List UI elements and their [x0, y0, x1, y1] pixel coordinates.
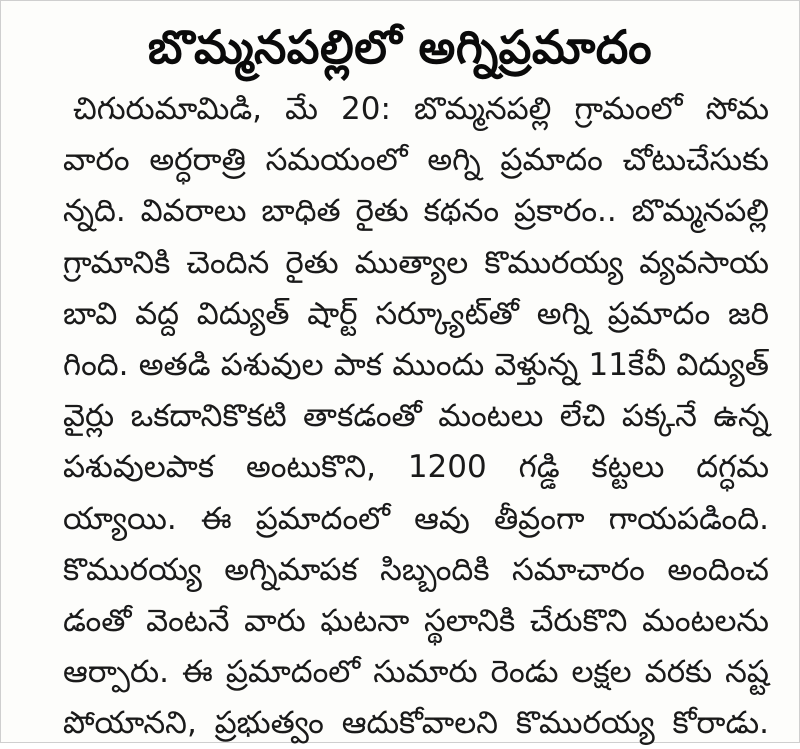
article-line: ఆర్పారు. ఈ ప్రమాదంలో సుమారు రెండు లక్షల వరకు నష్ట	[63, 654, 769, 691]
article-body	[63, 84, 769, 749]
article-line: గింది. అతడి పశువుల పాక ముందు వెళ్తున్న 11కేవీ విద్యుత్	[63, 346, 769, 383]
article-line: బావి వద్ద విద్యుత్ షార్ట్ సర్క్యూట్‌తో అగ్ని ప్రమాదం జరి	[63, 295, 769, 332]
article-line: వారం అర్ధరాత్రి సమయంలో అగ్ని ప్రమాదం చోటుచేసుకు	[63, 142, 769, 179]
article-line: పశువులపాక అంటుకొని, 1200 గడ్డి కట్టలు దగ్ధమ	[63, 449, 769, 486]
article-line: గ్రామానికి చెందిన రైతు ముత్యాల కొమురయ్య వ్యవసాయ	[63, 244, 769, 281]
article-line: కొమురయ్య అగ్నిమాపక సిబ్బందికి సమాచారం అందించ	[63, 551, 769, 588]
article-line: య్యాయి. ఈ ప్రమాదంలో ఆవు తీవ్రంగా గాయపడింది.	[63, 500, 769, 537]
article-line: డంతో వెంటనే వారు ఘటనా స్థలానికి చేరుకొని మంటలను	[63, 602, 769, 639]
article-line: చిగురుమామిడి, మే 20: బొమ్మనపల్లి గ్రామంలో సోమ	[73, 91, 769, 127]
article-line: పోయానని, ప్రభుత్వం ఆదుకోవాలని కొమురయ్య కోరాడు.	[63, 705, 769, 742]
article-line: వైర్లు ఒకదానికొకటి తాకడంతో మంటలు లేచి పక్కనే ఉన్న	[63, 398, 769, 435]
article-line: న్నది. వివరాలు బాధిత రైతు కథనం ప్రకారం.. బొమ్మనపల్లి	[63, 193, 769, 230]
article-headline: బొమ్మనపల్లిలో అగ్నిప్రమాదం	[147, 20, 653, 74]
